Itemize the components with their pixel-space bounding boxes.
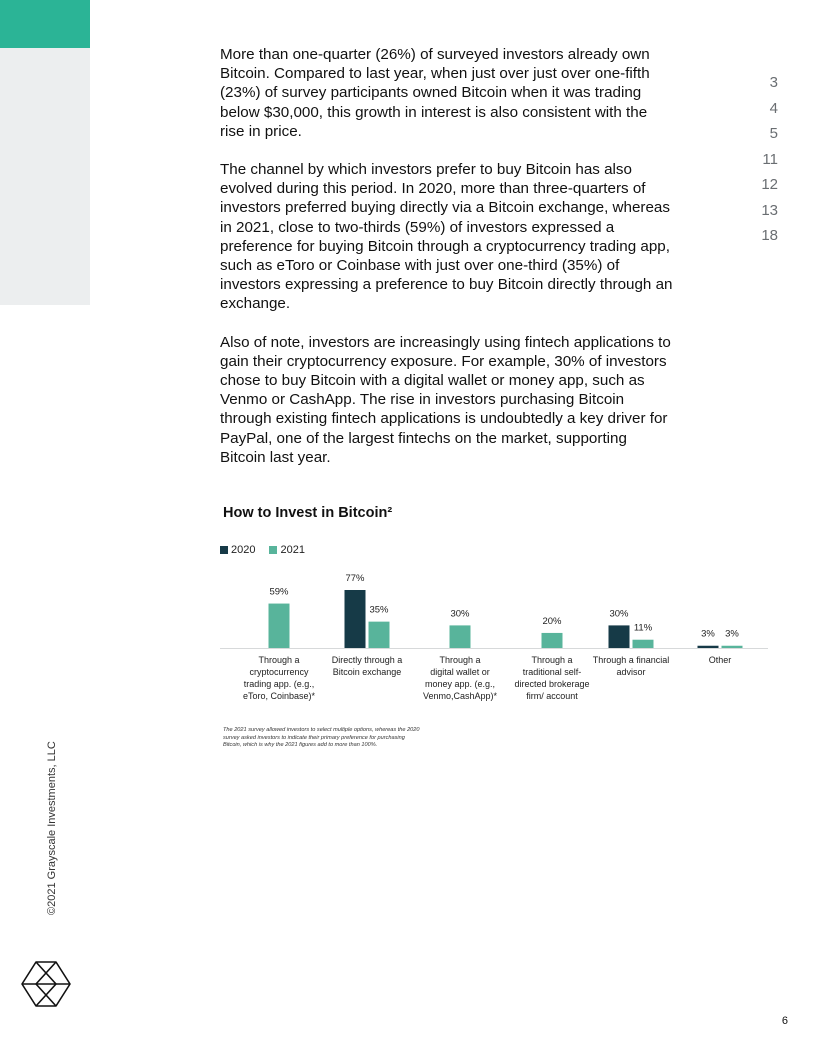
bar-value-label: 3% (725, 628, 739, 640)
paragraph: The channel by which investors prefer to buy Bitcoin has also evolved during this period. In 2020, more than three-quarters of investors preferred buying directly via a Bitcoin exchange, whereas in 2021, close to two-thirds (59%) of investors expressed a preference for buying Bitcoin through a cryptocurrency trading app, such as eToro or Coinbase with just over one-third (35%) of investors expressing a preference to buy Bitcoin directly through an exchange. (220, 161, 673, 313)
toc-page-number[interactable]: 11 (762, 150, 778, 168)
toc-page-number[interactable]: 12 (761, 176, 778, 193)
bar-value-label: 30% (450, 608, 470, 620)
category-label: Bitcoin exchange (332, 667, 402, 677)
toc-page-number[interactable]: 3 (769, 74, 778, 91)
paragraph: Also of note, investors are increasingly using fintech applications to gain their cryptocurrency exposure. For example, 30% of investors chose to buy Bitcoin with a digital wallet or money app, such as Venmo or CashApp. The rise in investors purchasing Bitcoin through existing fintech applications is undoubtedly a key driver for PayPal, one of the largest fintechs on the market, supporting Bitcoin last year. (220, 333, 671, 466)
category-label: Directly through a (331, 655, 403, 665)
category-label: cryptocurrency (249, 667, 309, 677)
toc-page-number[interactable]: 4 (769, 99, 778, 117)
bar-2020 (698, 646, 719, 648)
category-label: Through a financial (592, 655, 670, 665)
toc-page-number[interactable]: 5 (769, 125, 778, 142)
category-label: Through a (258, 655, 300, 665)
legend-label-2020: 2020 (231, 544, 256, 556)
bar-value-label: 11% (633, 622, 653, 634)
category-label: eToro, Coinbase)* (242, 691, 316, 701)
category-label: Through a (531, 655, 573, 665)
category-label: directed brokerage (514, 679, 590, 689)
category-label: traditional self- (522, 667, 582, 677)
bar-value-label: 59% (269, 586, 289, 598)
bar-value-label: 35% (369, 604, 389, 616)
paragraph: More than one-quarter (26%) of surveyed investors already own Bitcoin. Compared to last year, when just over just over one-fifth (23%) of survey participants owned Bitcoin when it was trading below $30,000, this growth in interest is also consistent with the rise in price. (220, 46, 650, 140)
legend-label-2021: 2021 (280, 544, 305, 556)
page-number: 6 (781, 1015, 788, 1027)
bar-2021 (450, 625, 471, 648)
bar-value-label: 30% (609, 608, 629, 620)
bar-2021 (722, 646, 743, 648)
bar-value-label: 77% (345, 573, 365, 584)
bar-value-label: 3% (701, 628, 715, 640)
copyright: ©2021 Grayscale Investments, LLC (46, 741, 58, 915)
category-label: Venmo,CashApp)* (422, 691, 498, 701)
toc-page-number[interactable]: 13 (761, 201, 778, 219)
bar-2020 (345, 590, 366, 648)
toc-page-number[interactable]: 18 (761, 227, 778, 244)
bar-value-label: 20% (542, 615, 562, 627)
chart-footnote: The 2021 survey allowed investors to select multiple options, whereas the 2020 survey asked investors to indicate their primary preference for purchasing Bitcoin, which is why the 2021 figures add to more than 100%. (223, 727, 420, 749)
category-label: firm/ account (526, 691, 578, 701)
bar-2020 (609, 625, 630, 648)
chart-title: How to Invest in Bitcoin² (223, 505, 393, 521)
category-label: digital wallet or (430, 667, 490, 677)
bar-2021 (369, 622, 390, 648)
category-label: Other (708, 655, 732, 665)
category-label: Through a (439, 655, 481, 665)
bar-2021 (633, 640, 654, 648)
bar-2021 (269, 604, 290, 648)
grayscale-logo-icon (20, 960, 72, 1008)
bar-2021 (542, 633, 563, 648)
category-label: advisor (616, 667, 646, 677)
category-label: trading app. (e.g., (243, 679, 315, 689)
category-label: money app. (e.g., (424, 679, 496, 689)
